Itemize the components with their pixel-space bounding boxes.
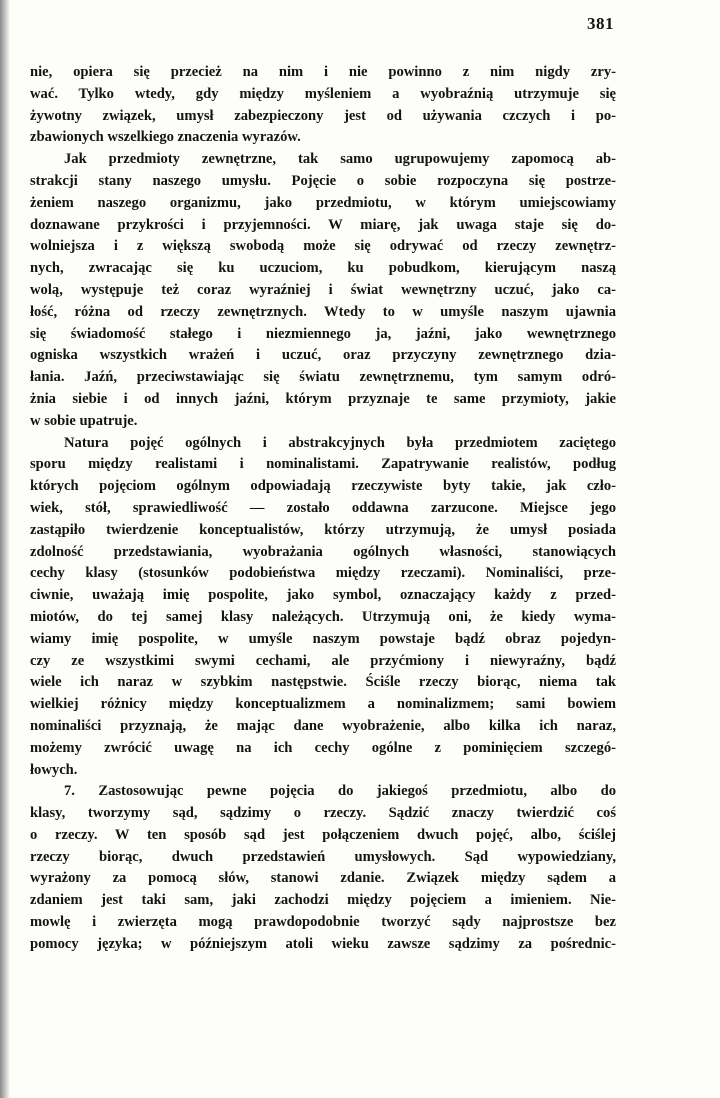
text-line: łania. Jaźń, przeciwstawiając się światu zewnętrznemu, tym samym odró- <box>30 369 616 386</box>
text-line: żeniem naszego organizmu, jako przedmiotu, w którym umiejscowiamy <box>30 194 616 211</box>
text-line: wielkiej różnicy między konceptualizmem a nominalizmem; sami bowiem <box>30 696 616 713</box>
text-line: ogniska wszystkich wrażeń i uczuć, oraz przyczyny zewnętrznego dzia- <box>30 347 616 364</box>
text-line: doznawane przykrości i przyjemności. W miarę, jak uwaga staje się do- <box>30 216 616 233</box>
text-line: wyrażony za pomocą słów, stanowi zdanie. Związek między sądem a <box>30 870 616 887</box>
text-line: zastąpiło twierdzenie konceptualistów, którzy utrzymują, że umysł posiada <box>30 521 616 538</box>
text-line: wolą, występuje też coraz wyraźniej i świat wewnętrzny uczuć, jako ca- <box>30 281 616 298</box>
paragraph <box>30 149 616 432</box>
text-line: wiamy imię pospolite, w umyśle naszym powstaje bądź obraz pojedyn- <box>30 630 616 647</box>
text-line: sporu między realistami i nominalistami. Zapatrywanie realistów, podług <box>30 456 616 473</box>
text-line: się świadomość stałego i niezmiennego ja, jaźni, jako wewnętrznego <box>30 325 616 342</box>
paragraph <box>30 433 616 782</box>
text-line: żywotny związek, umysł zabezpieczony jest od używania czczych i po- <box>30 107 616 124</box>
paragraph <box>30 781 616 955</box>
text-line: o rzeczy. W ten sposób sąd jest połączeniem dwuch pojęć, albo, ściślej <box>30 826 616 843</box>
text-line: Jak przedmioty zewnętrzne, tak samo ugrupowujemy zapomocą ab- <box>64 151 616 168</box>
text-line: miotów, do tej samej klasy należących. Utrzymują oni, że kiedy wyma- <box>30 608 616 625</box>
text-line: w sobie upatruje. <box>30 412 138 429</box>
text-line: cechy klasy (stosunków podobieństwa między rzeczami). Nominaliści, prze- <box>30 565 616 582</box>
text-line: żnia siebie i od innych jaźni, którym przyznaje te same przymioty, jakie <box>30 390 616 407</box>
text-line: wać. Tylko wtedy, gdy między myśleniem a wyobraźnią utrzymuje się <box>30 85 616 102</box>
text-line: ciwnie, uważają imię pospolite, jako symbol, oznaczający każdy z przed- <box>30 587 616 604</box>
text-line: których pojęciom ogólnym odpowiadają rzeczywiste byty takie, jak czło- <box>30 478 616 495</box>
text-line: strakcji stany naszego umysłu. Pojęcie o sobie rozpoczyna się postrze- <box>30 172 616 189</box>
text-line: wiek, stół, sprawiedliwość — zostało oddawna zarzucone. Miejsce jego <box>30 499 616 516</box>
text-line: zdolność przedstawiania, wyobrażania ogólnych własności, stanowiących <box>30 543 616 560</box>
scan-edge-shadow <box>0 0 10 1098</box>
text-line: wiele ich naraz w szybkim następstwie. Ściśle rzeczy biorąc, niema tak <box>30 674 616 691</box>
text-line: zdaniem jest taki sam, jaki zachodzi między pojęciem a imieniem. Nie- <box>30 892 616 909</box>
text-line: łowych. <box>30 761 78 778</box>
page-number: 381 <box>587 14 614 33</box>
text-line: pomocy języka; w późniejszym atoli wieku zawsze sądzimy za pośrednic- <box>30 935 616 952</box>
text-line: możemy zwrócić uwagę na ich cechy ogólne z pominięciem szczegó- <box>30 739 616 756</box>
text-line: Natura pojęć ogólnych i abstrakcyjnych była przedmiotem zaciętego <box>64 434 616 451</box>
text-line: mowlę i zwierzęta mogą prawdopodobnie tworzyć sądy najprostsze bez <box>30 914 616 931</box>
text-line: nych, zwracając się ku uczuciom, ku pobudkom, kierującym naszą <box>30 260 616 277</box>
body-text <box>30 62 616 956</box>
text-line: rzeczy biorąc, dwuch przedstawień umysłowych. Sąd wypowiedziany, <box>30 848 616 865</box>
paragraph <box>30 62 616 149</box>
text-line: 7. Zastosowując pewne pojęcia do jakiegoś przedmiotu, albo do <box>64 783 616 800</box>
text-line: zbawionych wszelkiego znaczenia wyrazów. <box>30 129 301 146</box>
text-line: klasy, tworzymy sąd, sądzimy o rzeczy. Sądzić znaczy twierdzić coś <box>30 805 616 822</box>
text-line: nominaliści przyznają, że mając dane wyobrażenie, albo kilka ich naraz, <box>30 717 616 734</box>
text-line: wolniejsza i z większą swobodą może się odrywać od rzeczy zewnętrz- <box>30 238 616 255</box>
text-line: łość, różna od rzeczy zewnętrznych. Wtedy to w umyśle naszym ujawnia <box>30 303 616 320</box>
text-line: czy ze wszystkimi swymi cechami, ale przyćmiony i niewyraźny, bądź <box>30 652 616 669</box>
text-line: nie, opiera się przecież na nim i nie powinno z nim nigdy zry- <box>30 64 616 80</box>
